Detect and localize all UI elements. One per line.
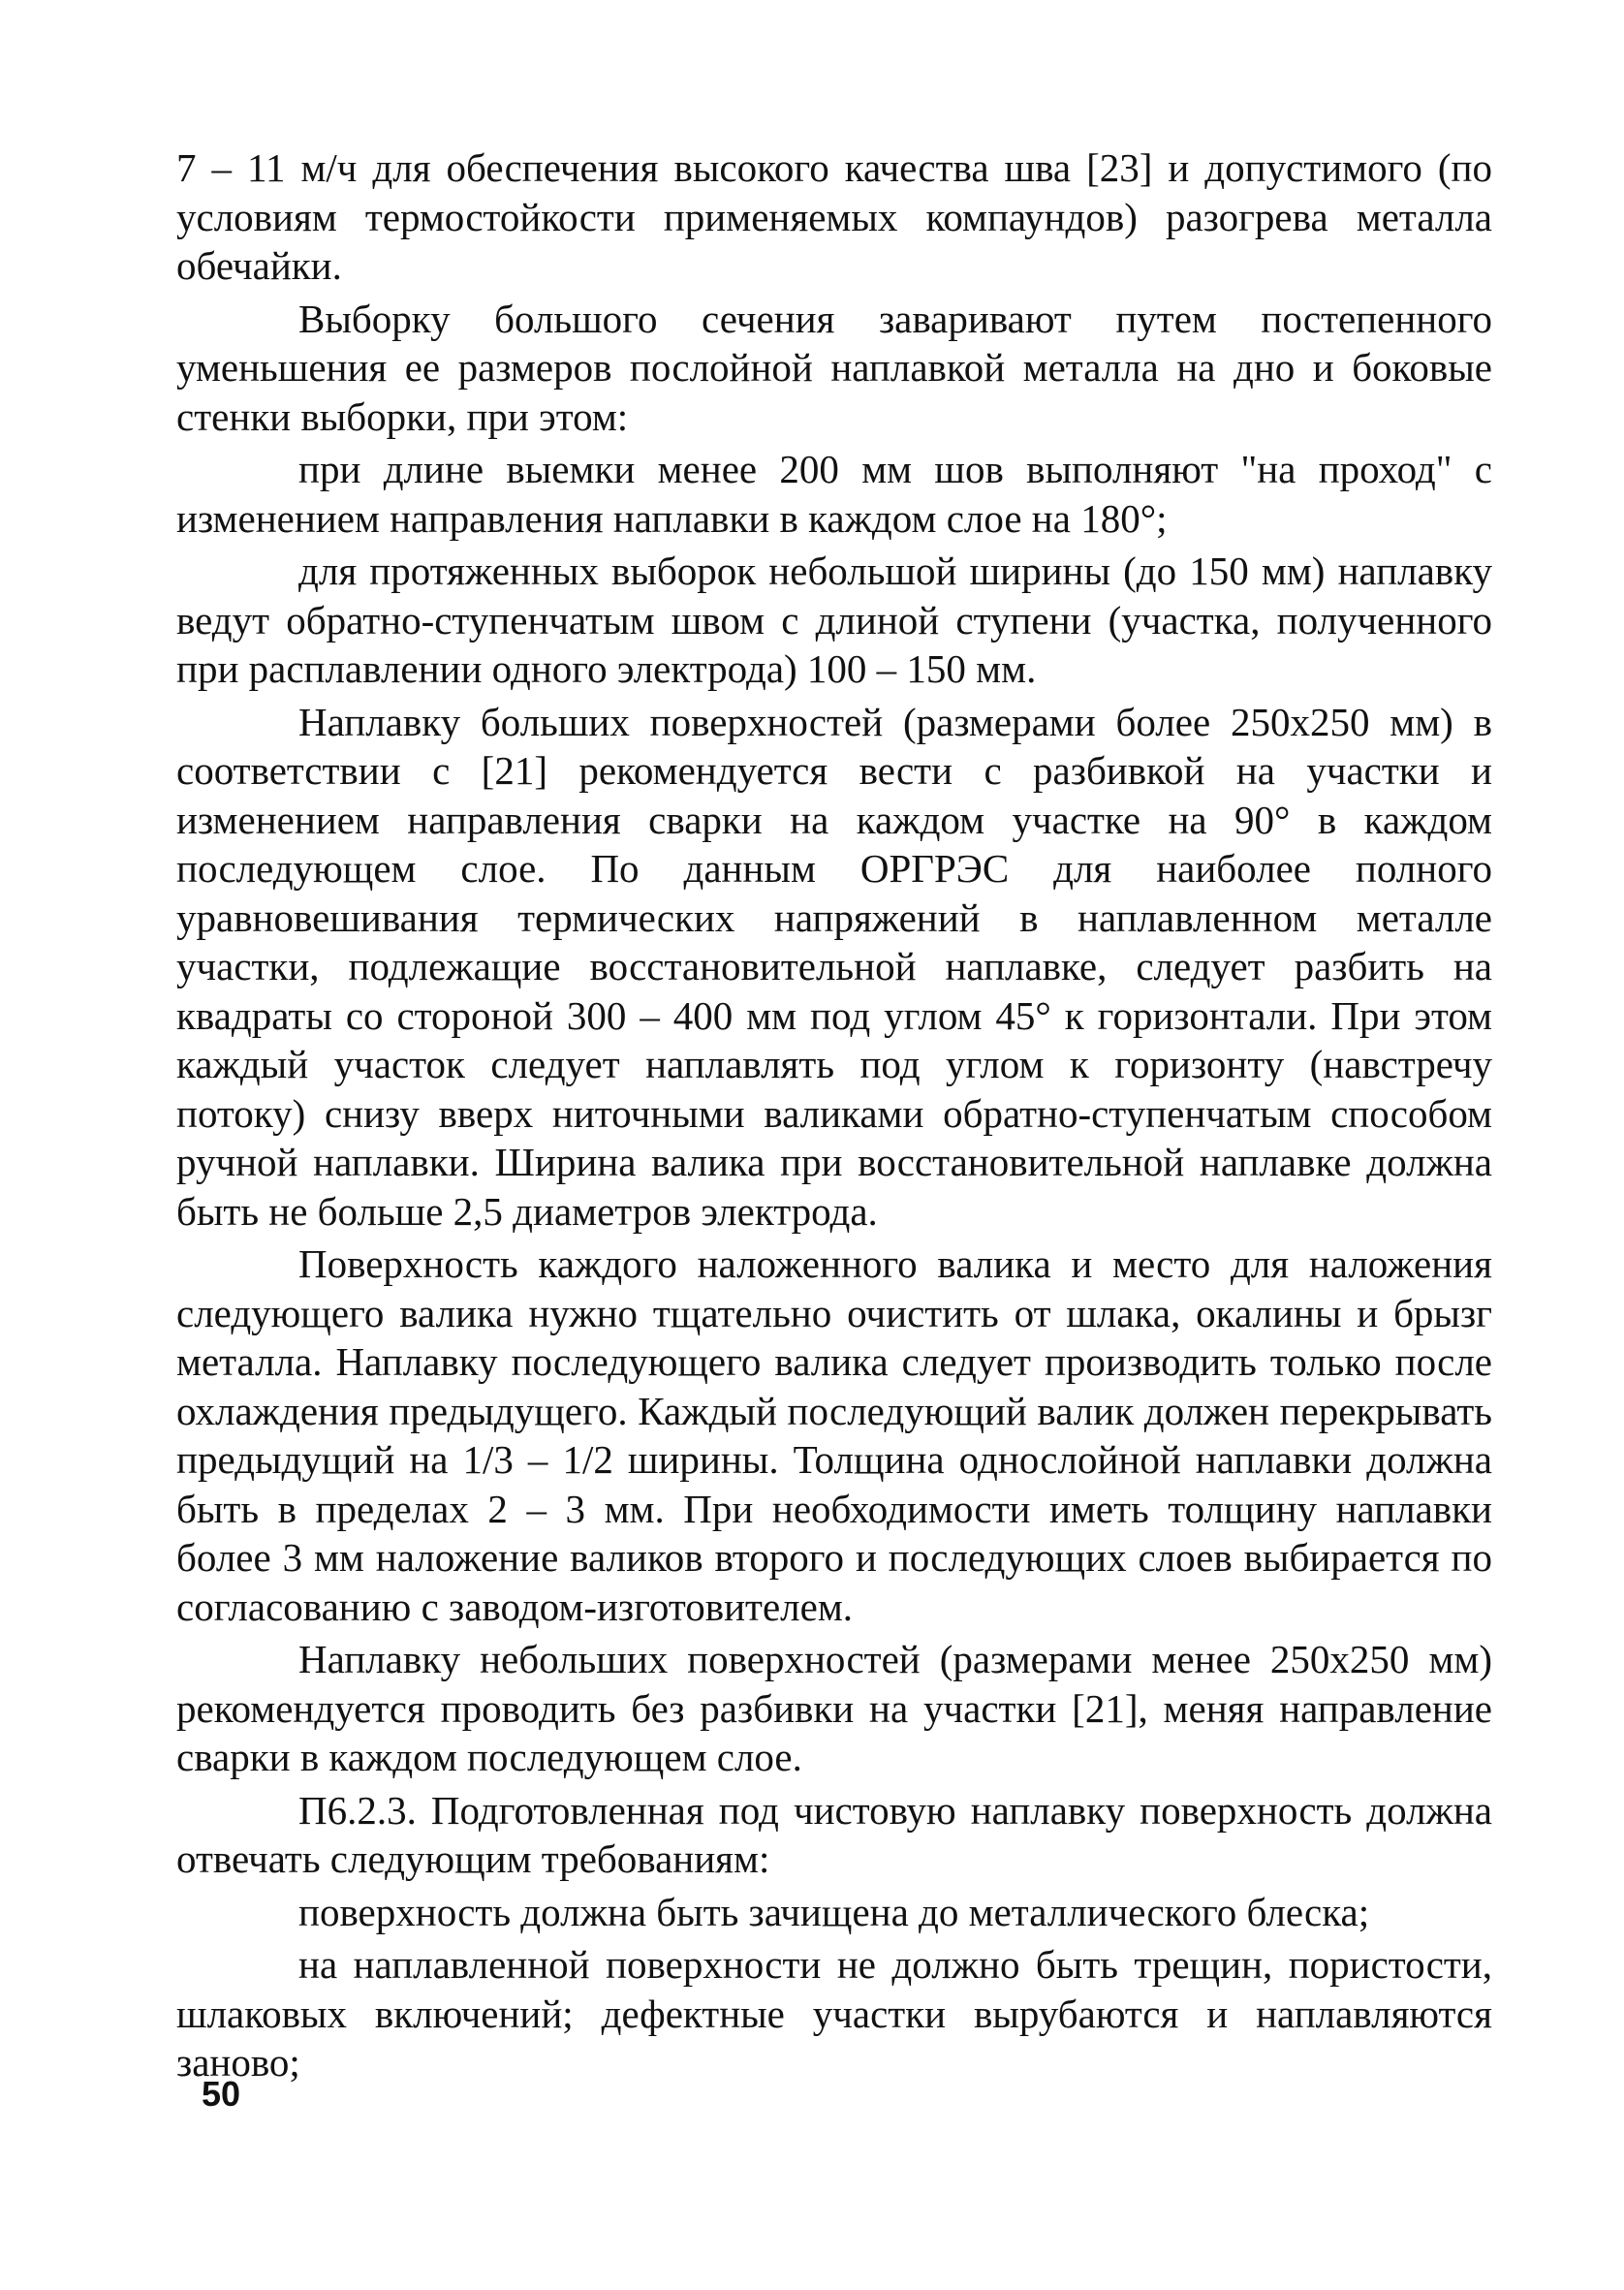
paragraph: П6.2.3. Подготовленная под чистовую наплавку поверхность должна отвечать следующим требованиям: (176, 1787, 1492, 1881)
paragraph: Наплавку больших поверхностей (размерами более 250х250 мм) в соответствии с [21] рекомендуется вести с разбивкой на участки и изменением направления сварки на каждом участке на 90° в каждом последующем слое. По данным ОРГРЭС для наиболее полного уравновешивания термических напряжений в наплавленном металле участки, подлежащие восстановительной наплавке, следует разбить на квадраты со стороной 300 – 400 мм под углом 45° к горизонтали. При этом каждый участок следует наплавлять под углом к горизонту (навстречу потоку) снизу вверх ниточными валиками обратно-ступенчатым способом ручной наплавки. Ширина валика при восстановительной наплавке должна быть не больше 2,5 диаметров электрода. (176, 699, 1492, 1234)
paragraph: 7 – 11 м/ч для обеспечения высокого качества шва [23] и допустимого (по условиям термостойкости применяемых компаундов) разогрева металла обечайки. (176, 145, 1492, 288)
paragraph: Наплавку небольших поверхностей (размерами менее 250х250 мм) рекомендуется проводить без разбивки на участки [21], меняя направление сварки в каждом последующем слое. (176, 1637, 1492, 1779)
paragraph: при длине выемки менее 200 мм шов выполняют "на проход" с изменением направления наплавки в каждом слое на 180°; (176, 447, 1492, 541)
paragraph: поверхность должна быть зачищена до металлического блеска; (298, 1889, 1370, 1934)
paragraph: Поверхность каждого наложенного валика и место для наложения следующего валика нужно тщательно очистить от шлака, окалины и брызг металла. Наплавку последующего валика следует производить только после охлаждения предыдущего. Каждый последующий валик должен перекрывать предыдущий на 1/3 – 1/2 ширины. Толщина однослойной наплавки должна быть в пределах 2 – 3 мм. При необходимости иметь толщину наплавки более 3 мм наложение валиков второго и последующих слоев выбирается по согласованию с заводом-изготовителем. (176, 1241, 1492, 1629)
page-number: 50 (202, 2074, 241, 2114)
paragraph: Выборку большого сечения заваривают путем постепенного уменьшения ее размеров послойной наплавкой металла на дно и боковые стенки выборки, при этом: (176, 296, 1492, 439)
paragraph: для протяженных выборок небольшой ширины (до 150 мм) наплавку ведут обратно-ступенчатым швом с длиной ступени (участка, полученного при расплавлении одного электрода) 100 – 150 мм. (176, 549, 1492, 691)
paragraph: на наплавленной поверхности не должно быть трещин, пористости, шлаковых включений; дефектные участки вырубаются и наплавляются заново; (176, 1942, 1492, 2085)
body-text (176, 143, 1492, 2091)
